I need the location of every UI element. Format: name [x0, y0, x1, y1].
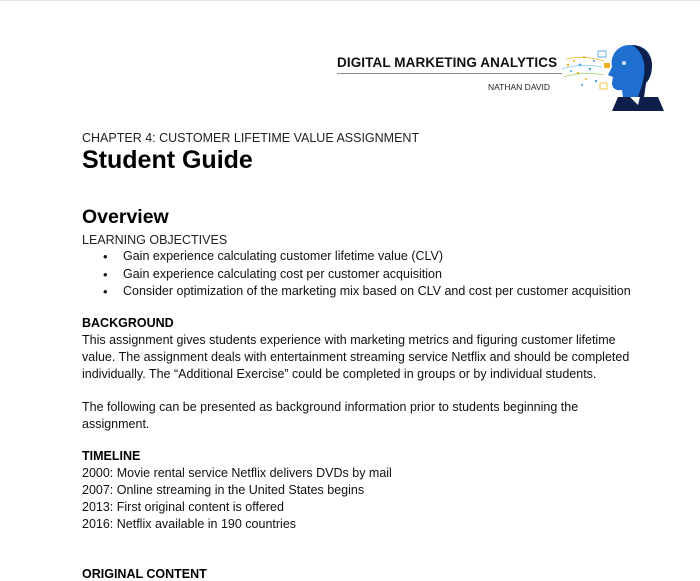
timeline-item: 2000: Movie rental service Netflix delivers DVDs by mail	[82, 466, 392, 480]
overview-heading: Overview	[82, 206, 169, 228]
timeline-list	[82, 465, 392, 533]
page-top-border	[0, 0, 700, 1]
profile-head-logo-icon	[560, 35, 670, 111]
background-heading: BACKGROUND	[82, 316, 174, 330]
timeline-item: 2007: Online streaming in the United States begins	[82, 483, 365, 497]
learning-objectives-list	[100, 248, 631, 301]
learning-objectives-heading: LEARNING OBJECTIVES	[82, 233, 228, 247]
document-title: Student Guide	[82, 146, 253, 174]
header-title: DIGITAL MARKETING ANALYTICS	[337, 55, 558, 70]
background-paragraph-2: The following can be presented as background information prior to students beginning the assignment.	[82, 400, 579, 431]
chapter-label: CHAPTER 4: CUSTOMER LIFETIME VALUE ASSIGNMENT	[82, 131, 420, 145]
original-content-heading: ORIGINAL CONTENT	[82, 567, 207, 581]
header-author: NATHAN DAVID	[488, 82, 551, 92]
list-item: • Gain experience calculating customer lifetime value (CLV)	[100, 248, 631, 266]
timeline-heading: TIMELINE	[82, 449, 141, 463]
header-divider	[337, 73, 562, 74]
list-item: • Gain experience calculating cost per customer acquisition	[100, 266, 631, 284]
list-item: • Consider optimization of the marketing mix based on CLV and cost per customer acquisition	[100, 283, 631, 301]
background-paragraph: This assignment gives students experience with marketing metrics and figuring customer lifetime value. The assignment deals with entertainment streaming service Netflix and should be completed individually. The “Additional Exercise” could be completed in groups or by individual students.	[82, 333, 630, 381]
timeline-item: 2016: Netflix available in 190 countries	[82, 517, 297, 531]
timeline-item: 2013: First original content is offered	[82, 500, 284, 514]
